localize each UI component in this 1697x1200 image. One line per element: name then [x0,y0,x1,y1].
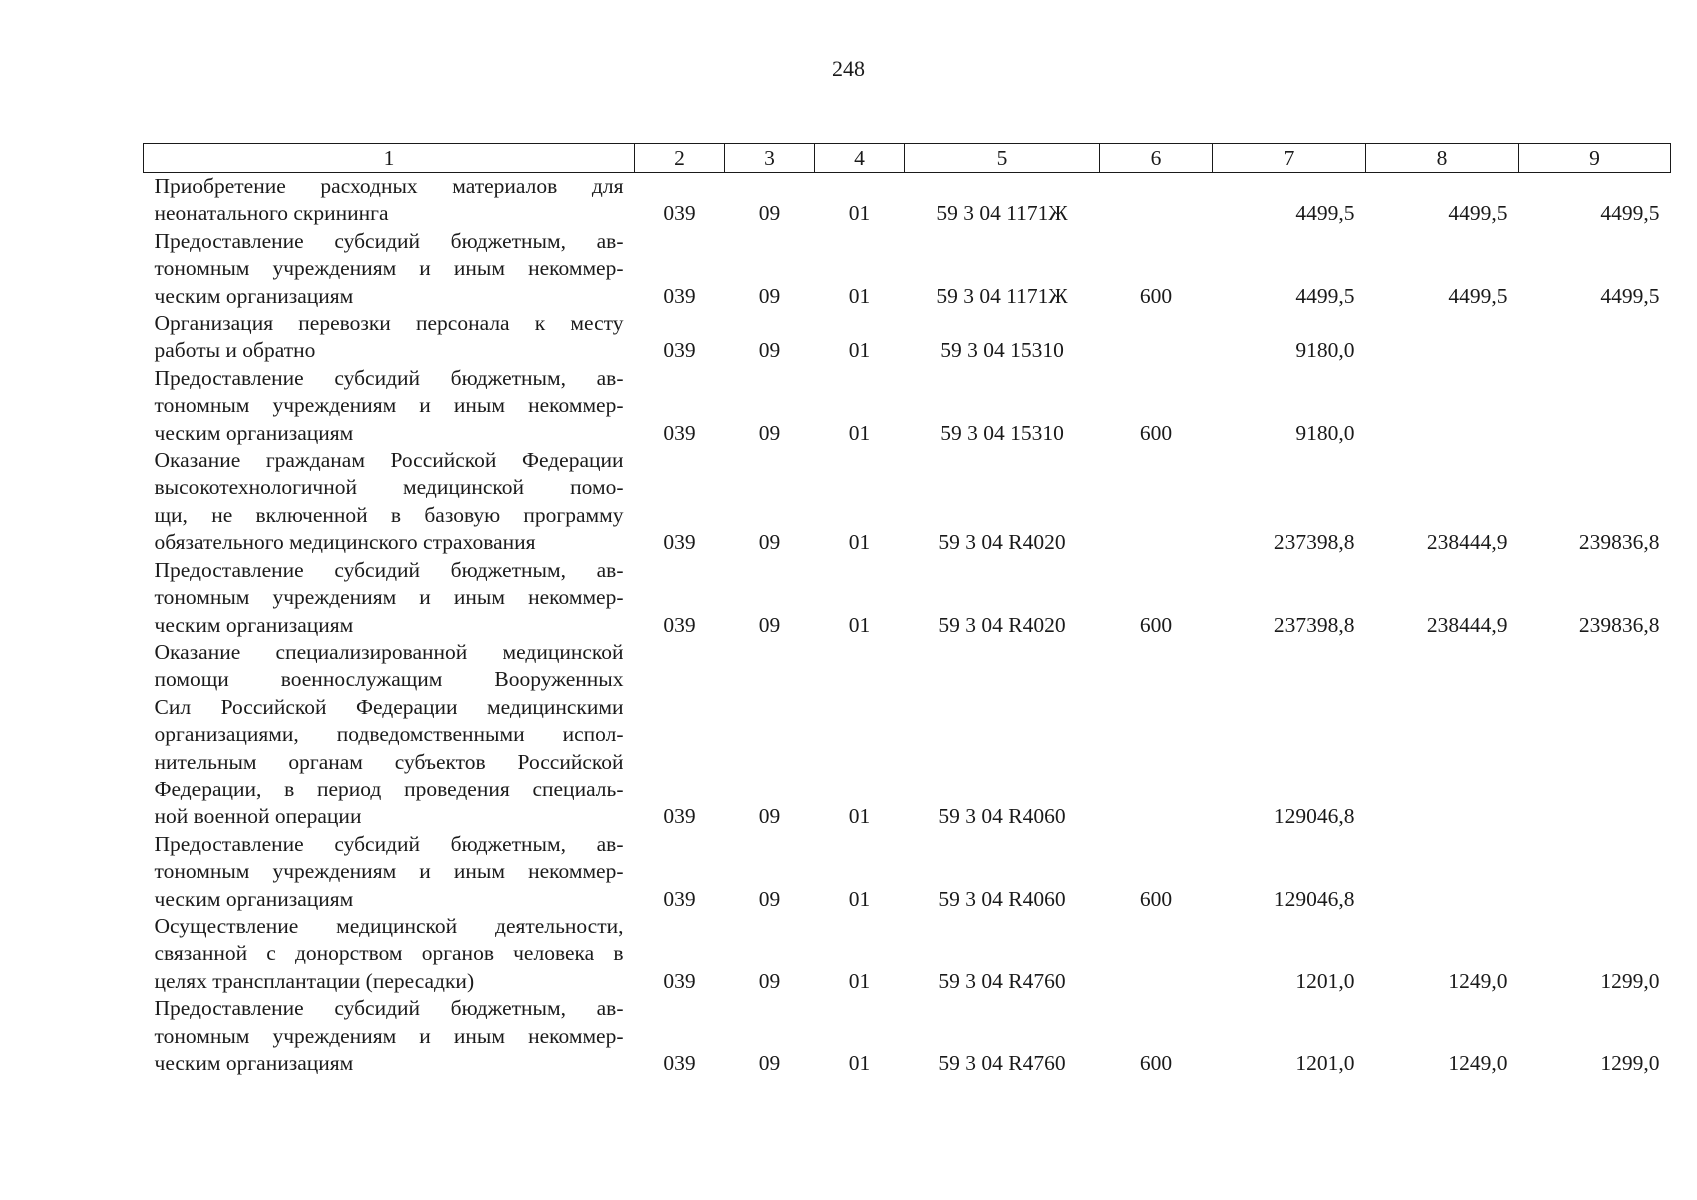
amount-year1-cell: 4499,5 [1295,283,1355,308]
column-header-3: 3 [725,144,815,173]
ministry-code-cell: 039 [663,420,696,445]
column-header-8: 8 [1366,144,1519,173]
page-number: 248 [832,56,865,81]
amount-year2-cell: 1249,0 [1448,1051,1508,1075]
amount-year2-cell: 4499,5 [1448,201,1508,226]
amount-year1-cell: 129046,8 [1273,804,1355,829]
expense-type-cell: 600 [1139,612,1173,637]
expense-type-cell [1100,639,1213,831]
column-header-1: 1 [144,144,635,173]
table-row [144,913,1671,995]
target-article-cell: 59 3 04 15310 [940,338,1064,363]
header-row [144,144,1671,173]
table-row [144,228,1671,310]
row-name-cell [144,173,635,228]
subsection-code-cell: 01 [848,1051,871,1075]
section-code-cell: 09 [758,201,781,226]
target-article-cell: 59 3 04 R4760 [938,1051,1066,1075]
row-name-line: ческим организациям [154,612,354,637]
target-article-cell: 59 3 04 1171Ж [936,201,1068,226]
amount-year3-cell [1519,831,1671,913]
row-name-line: Приобретение расходных материалов для [154,174,624,198]
subsection-code-cell: 01 [848,886,871,911]
row-name-line: связанной с донорством органов человека в [154,941,624,966]
table-row [144,365,1671,447]
ministry-code-cell: 039 [663,338,696,363]
amount-year1-cell: 4499,5 [1295,201,1355,226]
row-name-cell [144,557,635,639]
table-row [144,995,1671,1077]
row-name-line: ческим организациям [154,886,354,911]
amount-year2-cell [1366,365,1519,447]
row-name-line: Оказание гражданам Российской Федерации [154,448,624,473]
amount-year3-cell [1519,310,1671,365]
table-row [144,639,1671,831]
row-name-cell [144,995,635,1077]
subsection-code-cell: 01 [848,201,871,226]
ministry-code-cell: 039 [663,968,696,993]
column-header-7: 7 [1213,144,1366,173]
amount-year1-cell: 9180,0 [1295,338,1355,363]
row-name-line: ческим организациям [154,283,354,308]
ministry-code-cell: 039 [663,886,696,911]
ministry-code-cell: 039 [663,283,696,308]
amount-year3-cell: 4499,5 [1600,201,1660,226]
amount-year1-cell: 129046,8 [1273,886,1355,911]
table-row [144,447,1671,557]
amount-year3-cell: 1299,0 [1600,1051,1660,1075]
section-code-cell: 09 [758,968,781,993]
expense-type-cell: 600 [1139,420,1173,445]
budget-table [143,143,1671,1077]
ministry-code-cell: 039 [663,1051,696,1075]
expense-type-cell: 600 [1139,1051,1173,1075]
amount-year3-cell: 239836,8 [1578,530,1660,555]
row-name-line: тономным учреждениям и иным некоммер- [154,256,624,281]
amount-year3-cell: 239836,8 [1578,612,1660,637]
row-name-cell [144,228,635,310]
amount-year1-cell: 1201,0 [1295,968,1355,993]
amount-year2-cell: 238444,9 [1426,612,1508,637]
ministry-code-cell: 039 [663,201,696,226]
expense-type-cell [1100,447,1213,557]
row-name-line: Федерации, в период проведения специаль- [154,776,624,801]
row-name-line: высокотехнологичной медицинской помо- [154,475,624,500]
row-name-line: ной военной операции [154,804,362,829]
row-name-line: целях трансплантации (пересадки) [154,968,475,993]
subsection-code-cell: 01 [848,338,871,363]
row-name-line: Предоставление субсидий бюджетным, ав- [154,831,624,856]
table-header [144,144,1671,173]
row-name-line: щи, не включенной в базовую программу [154,502,624,527]
subsection-code-cell: 01 [848,420,871,445]
amount-year1-cell: 1201,0 [1295,1051,1355,1075]
amount-year2-cell: 238444,9 [1426,530,1508,555]
subsection-code-cell: 01 [848,612,871,637]
column-header-5: 5 [905,144,1100,173]
row-name-cell [144,447,635,557]
ministry-code-cell: 039 [663,612,696,637]
row-name-line: Предоставление субсидий бюджетным, ав- [154,365,624,390]
amount-year3-cell [1519,639,1671,831]
row-name-cell [144,310,635,365]
column-header-2: 2 [635,144,725,173]
target-article-cell: 59 3 04 1171Ж [936,283,1068,308]
row-name-line: Оказание специализированной медицинской [154,639,624,664]
section-code-cell: 09 [758,283,781,308]
row-name-line: тономным учреждениям и иным некоммер- [154,585,624,610]
target-article-cell: 59 3 04 15310 [940,420,1064,445]
section-code-cell: 09 [758,886,781,911]
target-article-cell: 59 3 04 R4760 [938,968,1066,993]
amount-year3-cell: 1299,0 [1600,968,1660,993]
amount-year3-cell: 4499,5 [1600,283,1660,308]
column-header-6: 6 [1100,144,1213,173]
row-name-line: неонатального скрининга [154,201,389,226]
row-name-line: работы и обратно [154,338,316,363]
subsection-code-cell: 01 [848,968,871,993]
section-code-cell: 09 [758,804,781,829]
amount-year1-cell: 237398,8 [1273,530,1355,555]
expense-type-cell: 600 [1139,886,1173,911]
table-row [144,831,1671,913]
expense-type-cell [1100,913,1213,995]
section-code-cell: 09 [758,1051,781,1075]
amount-year1-cell: 9180,0 [1295,420,1355,445]
table-row [144,310,1671,365]
table-row [144,557,1671,639]
amount-year1-cell: 237398,8 [1273,612,1355,637]
amount-year2-cell: 4499,5 [1448,283,1508,308]
amount-year2-cell [1366,831,1519,913]
ministry-code-cell: 039 [663,530,696,555]
row-name-line: Предоставление субсидий бюджетным, ав- [154,228,624,253]
row-name-cell [144,831,635,913]
row-name-line: помощи военнослужащим Вооруженных [154,667,624,692]
ministry-code-cell: 039 [663,804,696,829]
column-header-4: 4 [815,144,905,173]
target-article-cell: 59 3 04 R4020 [938,530,1066,555]
section-code-cell: 09 [758,612,781,637]
expense-type-cell: 600 [1139,283,1173,308]
table-body [144,173,1671,1078]
amount-year2-cell [1366,639,1519,831]
row-name-line: Сил Российской Федерации медицинскими [154,694,624,719]
row-name-line: ческим организациям [154,420,354,445]
section-code-cell: 09 [758,420,781,445]
row-name-cell [144,365,635,447]
target-article-cell: 59 3 04 R4060 [938,804,1066,829]
amount-year2-cell: 1249,0 [1448,968,1508,993]
row-name-line: Предоставление субсидий бюджетным, ав- [154,557,624,582]
expense-type-cell [1100,310,1213,365]
row-name-line: тономным учреждениям и иным некоммер- [154,859,624,884]
table-row [144,173,1671,228]
row-name-line: тономным учреждениям и иным некоммер- [154,1023,624,1048]
subsection-code-cell: 01 [848,530,871,555]
row-name-line: обязательного медицинского страхования [154,530,536,555]
row-name-line: Предоставление субсидий бюджетным, ав- [154,996,624,1021]
target-article-cell: 59 3 04 R4060 [938,886,1066,911]
subsection-code-cell: 01 [848,804,871,829]
row-name-line: тономным учреждениям и иным некоммер- [154,393,624,418]
expense-type-cell [1100,173,1213,228]
row-name-cell [144,639,635,831]
row-name-line: Осуществление медицинской деятельности, [154,913,624,938]
row-name-cell [144,913,635,995]
row-name-line: Организация перевозки персонала к месту [154,311,624,336]
section-code-cell: 09 [758,530,781,555]
row-name-line: ческим организациям [154,1051,354,1075]
amount-year3-cell [1519,365,1671,447]
subsection-code-cell: 01 [848,283,871,308]
column-header-9: 9 [1519,144,1671,173]
row-name-line: нительным органам субъектов Российской [154,749,624,774]
amount-year2-cell [1366,310,1519,365]
target-article-cell: 59 3 04 R4020 [938,612,1066,637]
row-name-line: организациями, подведомственными испол- [154,722,624,747]
section-code-cell: 09 [758,338,781,363]
